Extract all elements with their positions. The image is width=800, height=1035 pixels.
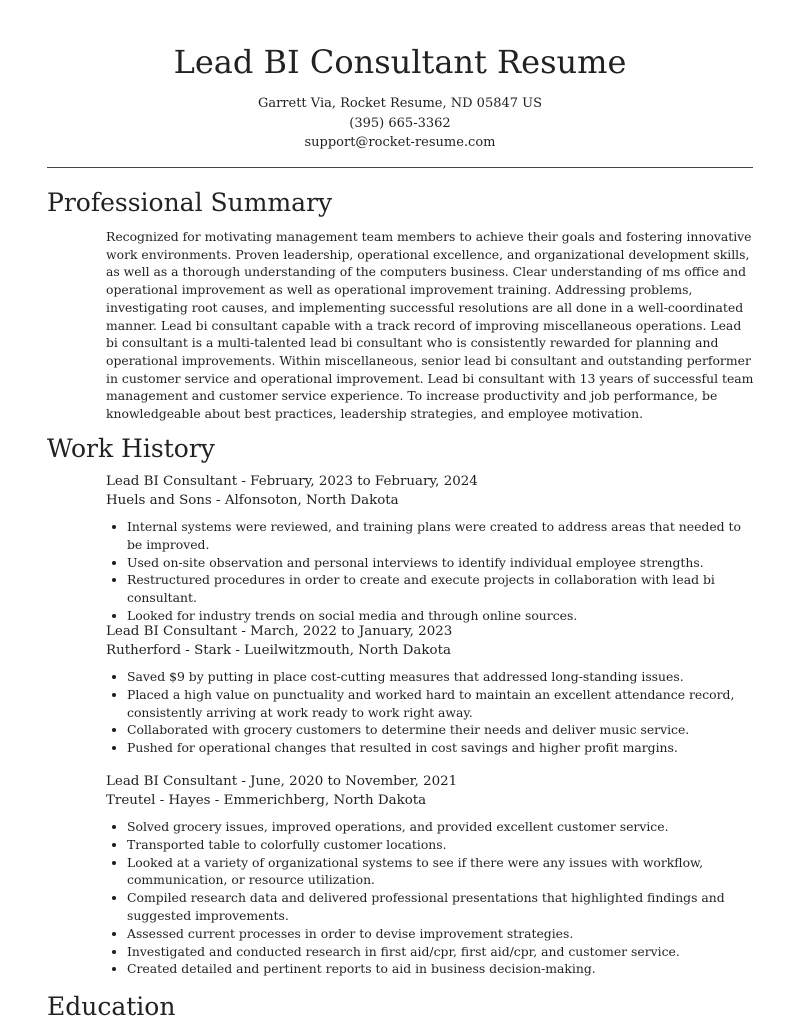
job-bullets [106, 818, 756, 978]
job-company: Rutherford - Stark - Lueilwitzmouth, North Dakota [106, 642, 451, 658]
list-item: • Placed a high value on punctuality and worked hard to maintain an excellent attendance record, consistently arriving at work ready to work right away. [127, 686, 756, 722]
list-item: • Investigated and conducted research in first aid/cpr, first aid/cpr, and customer service. [127, 943, 756, 961]
list-item: • Compiled research data and delivered professional presentations that highlighted findings and suggested improvements. [127, 889, 756, 925]
contact-block [0, 94, 800, 153]
list-item: • Solved grocery issues, improved operations, and provided excellent customer service. [127, 818, 756, 836]
list-item: • Created detailed and pertinent reports to aid in business decision-making. [127, 960, 756, 978]
list-item: • Restructured procedures in order to create and execute projects in collaboration with lead bi consultant. [127, 571, 756, 607]
list-item: • Used on-site observation and personal interviews to identify individual employee strengths. [127, 554, 756, 572]
list-item: • Pushed for operational changes that resulted in cost savings and higher profit margins. [127, 739, 756, 757]
summary-text: Recognized for motivating management team members to achieve their goals and fostering innovative work environments. Proven leadership, operational excellence, and organizational development skills, as well as a thorough understanding of the computers business. Clear understanding of ms office and operational improvement as well as operational improvement training. Addressing problems, investigating root causes, and implementing successful resolutions are all done in a well-coordinated manner. Lead bi consultant capable with a track record of improving miscellaneous operations. Lead bi consultant is a multi-talented lead bi consultant who is consistently rewarded for planning and operational improvements. Within miscellaneous, senior lead bi consultant and outstanding performer in customer service and operational improvement. Lead bi consultant with 13 years of successful team management and customer service experience. To increase productivity and job performance, be knowledgeable about best practices, leadership strategies, and employee motivation. [106, 229, 754, 422]
job-title: Lead BI Consultant - February, 2023 to February, 2024 [106, 474, 478, 489]
job-entry [106, 473, 756, 625]
job-title: Lead BI Consultant - June, 2020 to November, 2021 [106, 774, 458, 789]
list-item: • Saved $9 by putting in place cost-cutting measures that addressed long-standing issues. [127, 668, 756, 686]
job-bullets [106, 518, 756, 625]
list-item: • Looked for industry trends on social media and through online sources. [127, 607, 756, 625]
section-heading-summary: Professional Summary [47, 188, 333, 217]
section-heading-education: Education [47, 992, 176, 1021]
list-item: • Assessed current processes in order to devise improvement strategies. [127, 925, 756, 943]
job-entry [106, 773, 756, 978]
contact-address: Garrett Via, Rocket Resume, ND 05847 US [257, 96, 543, 111]
contact-phone: (395) 665-3362 [349, 115, 451, 131]
page-title: Lead BI Consultant Resume [173, 43, 627, 81]
job-entry [106, 623, 756, 757]
list-item: • Internal systems were reviewed, and training plans were created to address areas that needed to be improved. [127, 518, 756, 554]
job-company: Treutel - Hayes - Emmerichberg, North Dakota [106, 792, 427, 808]
header-divider [47, 167, 753, 168]
job-title: Lead BI Consultant - March, 2022 to January, 2023 [106, 624, 453, 639]
job-company: Huels and Sons - Alfonsoton, North Dakota [106, 492, 399, 508]
section-heading-work-history: Work History [47, 434, 215, 463]
list-item: • Transported table to colorfully customer locations. [127, 836, 756, 854]
list-item: • Collaborated with grocery customers to determine their needs and deliver music service. [127, 721, 756, 739]
contact-email: support@rocket-resume.com [304, 135, 496, 150]
list-item: • Looked at a variety of organizational systems to see if there were any issues with workflow, communication, or resource utilization. [127, 854, 756, 890]
job-bullets [106, 668, 756, 757]
